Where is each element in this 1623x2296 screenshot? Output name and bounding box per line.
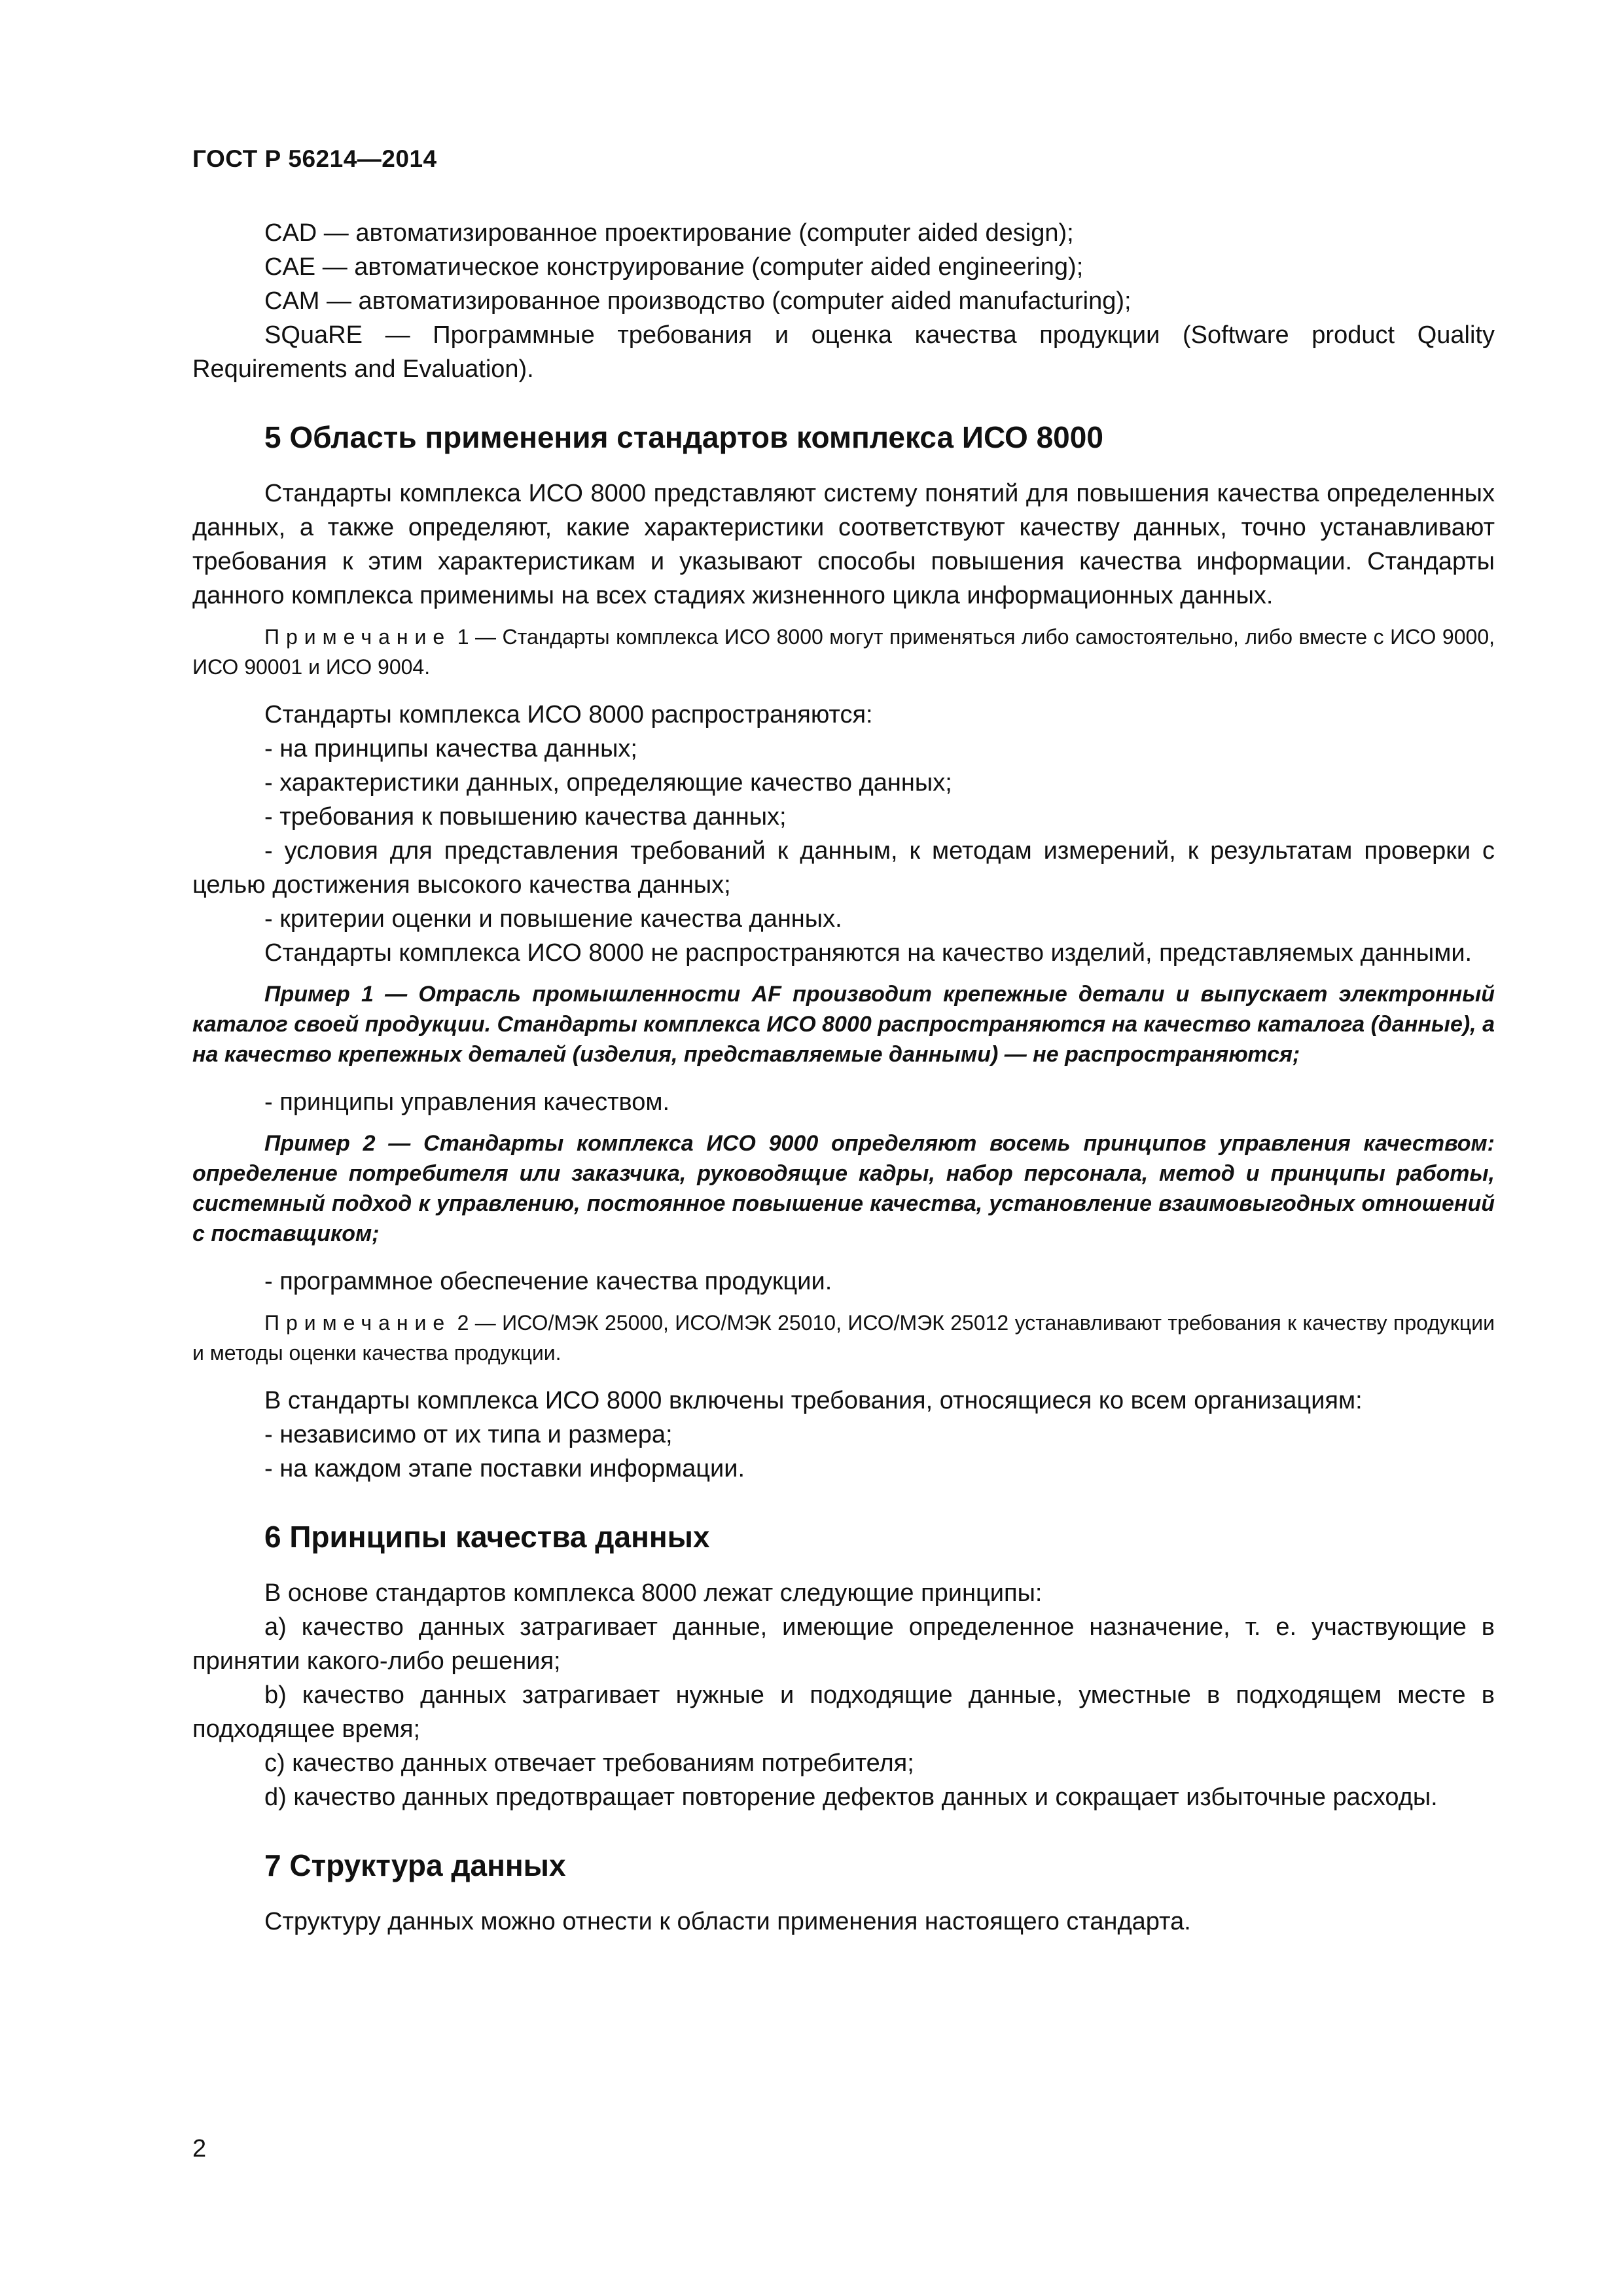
scope-item: - критерии оценки и повышение качества данных. bbox=[264, 905, 842, 933]
scope-intro: Стандарты комплекса ИСО 8000 распространяются: bbox=[264, 701, 873, 728]
item-software: - программное обеспечение качества продукции. bbox=[264, 1268, 832, 1295]
not-scope-text: Стандарты комплекса ИСО 8000 не распространяются на качество изделий, представляемых данными. bbox=[264, 939, 1472, 967]
note-2-label: Примечание bbox=[264, 1311, 452, 1335]
abbreviation-cad: CAD — автоматизированное проектирование (computer aided design); bbox=[264, 219, 1074, 247]
orgs-intro: В стандарты комплекса ИСО 8000 включены требования, относящиеся ко всем организациям: bbox=[264, 1387, 1363, 1414]
scope-item: - на принципы качества данных; bbox=[264, 735, 637, 762]
scope-item: - характеристики данных, определяющие качество данных; bbox=[264, 769, 952, 797]
principle-item: а) качество данных затрагивает данные, имеющие определенное назначение, т. е. участвующие в принятии какого-либо решения; bbox=[192, 1613, 1495, 1675]
item-principles: - принципы управления качеством. bbox=[264, 1088, 670, 1116]
section-6-title: 6 Принципы качества данных bbox=[264, 1520, 710, 1554]
abbreviations-list bbox=[192, 216, 1495, 386]
note-1 bbox=[192, 622, 1495, 682]
example-1: Пример 1 — Отрасль промышленности AF производит крепежные детали и выпускает электронный каталог своей продукции. Стандарты комплекса ИСО 8000 распространяются на качество каталога (данные), а на качество крепежных деталей (изделия, представляемые данными) — не распространяются; bbox=[192, 982, 1495, 1067]
scope-item: - требования к повышению качества данных; bbox=[264, 803, 787, 831]
note-1-label: Примечание bbox=[264, 625, 452, 649]
section-7-text: Структуру данных можно отнести к области применения настоящего стандарта. bbox=[264, 1908, 1191, 1935]
orgs-item: - независимо от их типа и размера; bbox=[264, 1421, 673, 1448]
abbreviation-cae: CAE — автоматическое конструирование (computer aided engineering); bbox=[264, 253, 1084, 281]
section-6-intro: В основе стандартов комплекса 8000 лежат следующие принципы: bbox=[264, 1579, 1043, 1607]
principle-item: c) качество данных отвечает требованиям потребителя; bbox=[264, 1749, 914, 1777]
orgs-item: - на каждом этапе поставки информации. bbox=[264, 1455, 745, 1482]
page-content bbox=[192, 216, 1495, 1939]
note-2 bbox=[192, 1308, 1495, 1368]
page-number: 2 bbox=[192, 2135, 207, 2162]
document-header: ГОСТ Р 56214—2014 bbox=[192, 145, 437, 172]
scope-item: - условия для представления требований к данным, к методам измерений, к результатам проверки с целью достижения высокого качества данных; bbox=[192, 837, 1495, 899]
abbreviation-cam: CAM — автоматизированное производство (computer aided manufacturing); bbox=[264, 287, 1132, 315]
note-1-text: 1 — Стандарты комплекса ИСО 8000 могут применяться либо самостоятельно, либо вместе с ИСО 9000, ИСО 90001 и ИСО 9004. bbox=[192, 625, 1495, 679]
example-2: Пример 2 — Стандарты комплекса ИСО 9000 определяют восемь принципов управления качеством: определение потребителя или заказчика, руководящие кадры, набор персонала, метод и принципы работы, системный подход к управлению, постоянное повышение качества, установление взаимовыгодных отношений с поставщиком; bbox=[192, 1131, 1495, 1246]
section-5-title: 5 Область применения стандартов комплекса ИСО 8000 bbox=[264, 420, 1103, 454]
section-7-title: 7 Структура данных bbox=[264, 1848, 566, 1882]
abbreviation-square: SQuaRE — Программные требования и оценка качества продукции (Software product Quality Requirements and Evaluation). bbox=[192, 321, 1495, 383]
note-2-text: 2 — ИСО/МЭК 25000, ИСО/МЭК 25010, ИСО/МЭК 25012 устанавливают требования к качеству продукции и методы оценки качества продукции. bbox=[192, 1311, 1495, 1365]
principle-item: b) качество данных затрагивает нужные и подходящие данные, уместные в подходящем месте в подходящее время; bbox=[192, 1681, 1495, 1743]
principle-item: d) качество данных предотвращает повторение дефектов данных и сокращает избыточные расходы. bbox=[264, 1784, 1438, 1811]
section-5-intro: Стандарты комплекса ИСО 8000 представляют систему понятий для повышения качества определенных данных, а также определяют, какие характеристики соответствуют качеству данных, точно устанавливают требования к этим характеристикам и указывают способы повышения качества информации. Стандарты данного комплекса применимы на всех стадиях жизненного цикла информационных данных. bbox=[192, 480, 1495, 609]
